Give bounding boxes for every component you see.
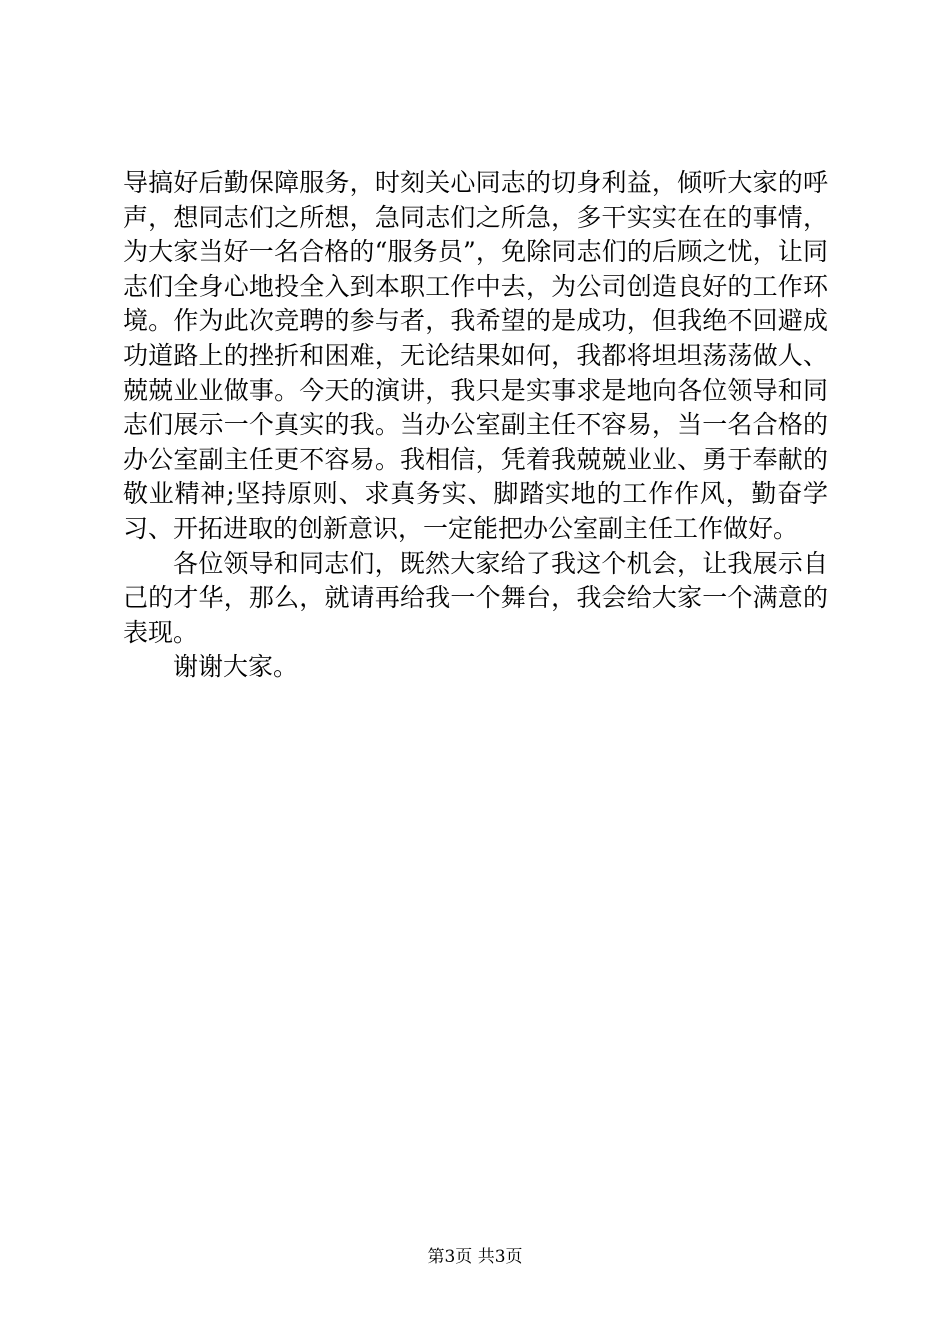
body-paragraph-3: 谢谢大家。 [173, 652, 299, 682]
document-body [123, 166, 828, 685]
body-paragraph-2: 各位领导和同志们，既然大家给了我这个机会，让我展示自己的才华，那么，就请再给我一个舞台，我会给大家一个满意的表现。 [123, 548, 828, 647]
body-paragraph-1: 导搞好后勤保障服务，时刻关心同志的切身利益，倾听大家的呼声，想同志们之所想，急同志们之所急，多干实实在在的事情，为大家当好一名合格的“服务员”，免除同志们的后顾之忧，让同志们全身心地投全入到本职工作中去，为公司创造良好的工作环境。作为此次竞聘的参与者，我希望的是成功，但我绝不回避成功道路上的挫折和困难，无论结果如何，我都将坦坦荡荡做人、兢兢业业做事。今天的演讲，我只是实事求是地向各位领导和同志们展示一个真实的我。当办公室副主任不容易，当一名合格的办公室副主任更不容易。我相信，凭着我兢兢业业、勇于奉献的敬业精神;坚持原则、求真务实、脚踏实地的工作作风，勤奋学习、开拓进取的创新意识，一定能把办公室副主任工作做好。 [123, 168, 828, 543]
page-number-footer: 第3页 共3页 [427, 1247, 523, 1267]
